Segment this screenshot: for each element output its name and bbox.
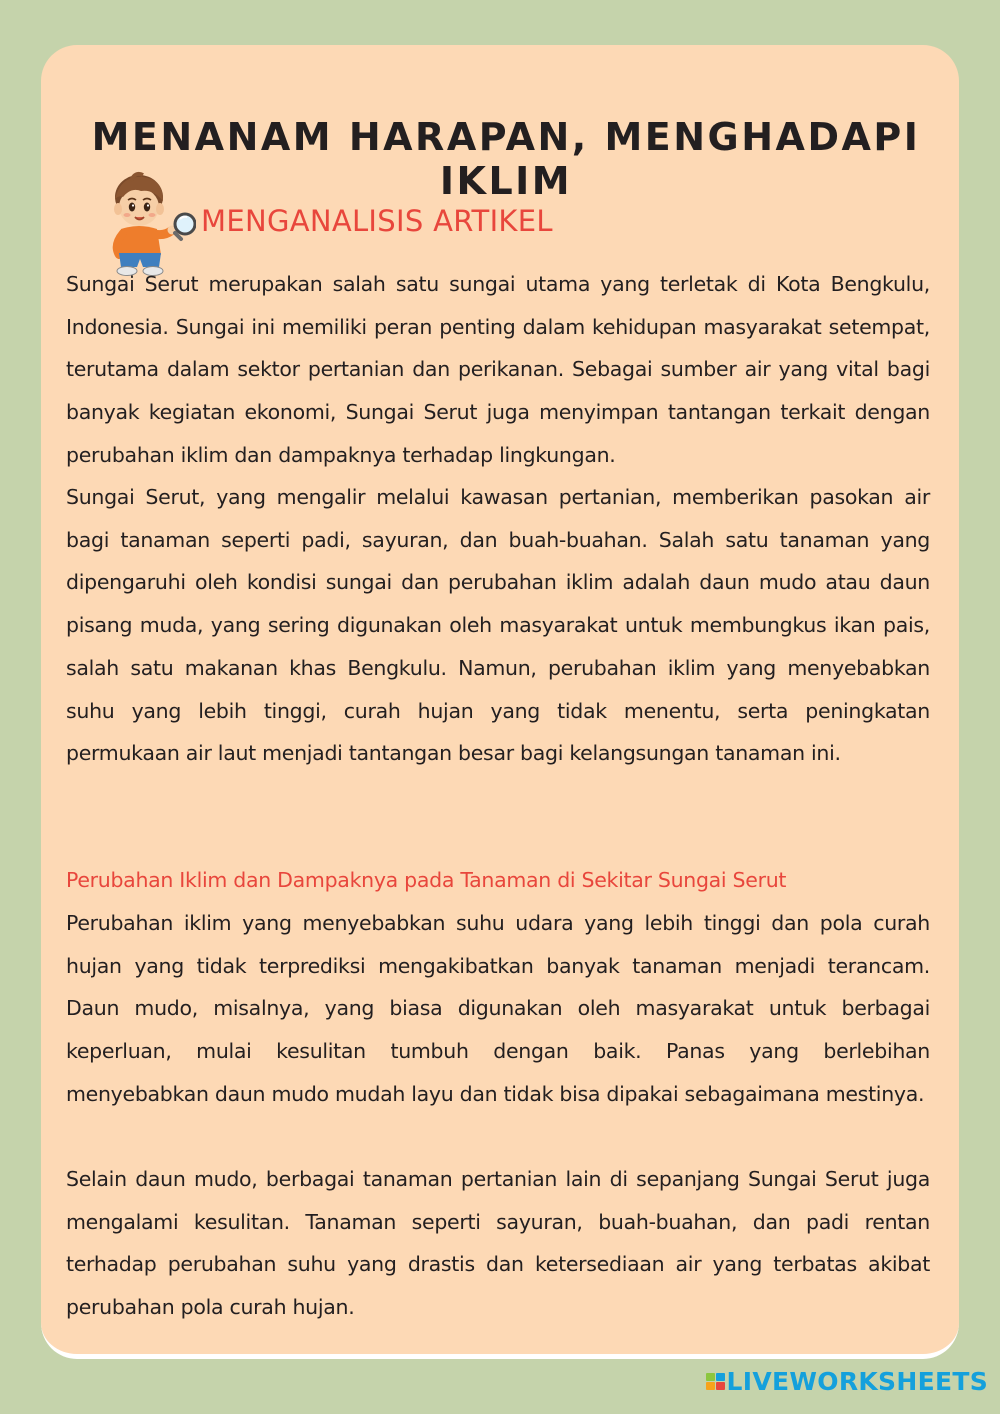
paragraph-intro: Sungai Serut merupakan salah satu sungai utama yang terletak di Kota Bengkulu, Indonesia. Sungai ini memiliki peran penting dalam kehidupan masyarakat setempat, terutama dalam sektor pertanian dan perikanan. Sebagai sumber air yang vital bagi banyak kegiatan ekonomi, Sungai Serut juga menyimpan tantangan terkait dengan perubahan iklim dan dampaknya terhadap lingkungan.: [66, 272, 930, 467]
liveworksheets-logo-icon: [706, 1373, 725, 1390]
section-subtitle: MENGANALISIS ARTIKEL: [201, 204, 553, 238]
liveworksheets-wordmark: LIVEWORKSHEETS: [726, 1367, 988, 1396]
paragraph-other-crops: Selain daun mudo, berbagai tanaman pertanian lain di sepanjang Sungai Serut juga mengalami kesulitan. Tanaman seperti sayuran, buah-buahan, dan padi rentan terhadap perubahan suhu yang drastis dan ketersediaan air yang terbatas akibat perubahan pola curah hujan.: [66, 1167, 930, 1320]
liveworksheets-brand: [706, 1367, 988, 1396]
paragraph-river-crops: Sungai Serut, yang mengalir melalui kawasan pertanian, memberikan pasokan air bagi tanaman seperti padi, sayuran, dan buah-buahan. Salah satu tanaman yang dipengaruhi oleh kondisi sungai dan perubahan iklim adalah daun mudo atau daun pisang muda, yang sering digunakan oleh masyarakat untuk membungkus ikan pais, salah satu makanan khas Bengkulu. Namun, perubahan iklim yang menyebabkan suhu yang lebih tinggi, curah hujan yang tidak menentu, serta peningkatan permukaan air laut menjadi tantangan besar bagi kelangsungan tanaman ini.: [66, 485, 930, 766]
page-title: MENANAM HARAPAN, MENGHADAPI IKLIM: [91, 115, 921, 203]
section-heading: Perubahan Iklim dan Dampaknya pada Tanaman di Sekitar Sungai Serut: [66, 868, 787, 892]
paragraph-climate-impact: Perubahan iklim yang menyebabkan suhu udara yang lebih tinggi dan pola curah hujan yang tidak terprediksi mengakibatkan banyak tanaman menjadi terancam. Daun mudo, misalnya, yang biasa digunakan oleh masyarakat untuk berbagai keperluan, mulai kesulitan tumbuh dengan baik. Panas yang berlebihan menyebabkan daun mudo mudah layu dan tidak bisa dipakai sebagaimana mestinya.: [66, 911, 930, 1106]
